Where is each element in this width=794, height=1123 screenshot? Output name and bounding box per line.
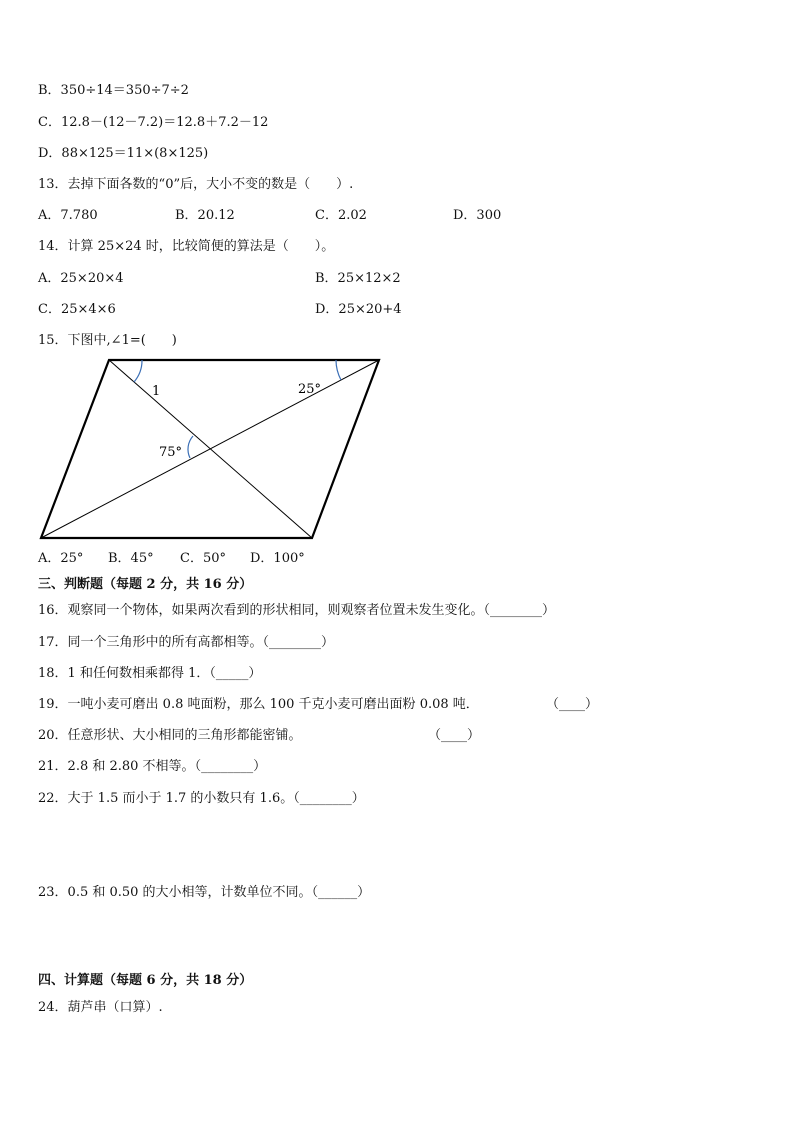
angle-1-arc <box>134 360 142 382</box>
q13-option-a: A．7.780 <box>38 208 98 223</box>
q24-stem: 24．葫芦串（口算）. <box>38 1000 163 1015</box>
q18-text <box>38 666 261 682</box>
angle-25-label: 25° <box>298 382 322 397</box>
section-4-title: 四、计算题（每题 6 分，共 18 分） <box>38 973 253 988</box>
q23-text <box>38 885 370 901</box>
statement: 18．1 和任何数相乘都得 1． <box>38 666 210 681</box>
q17-text <box>38 635 334 651</box>
q14-option-d: D．25×20+4 <box>315 302 402 317</box>
q14-option-a: A．25×20×4 <box>38 271 124 286</box>
q14-stem: 14．计算 25×24 时，比较简便的算法是（ ）。 <box>38 239 335 254</box>
answer-blank[interactable]: （________） <box>483 603 556 618</box>
q13-option-c: C．2.02 <box>315 208 367 223</box>
q12-option-b: B．350÷14＝350÷7÷2 <box>38 83 189 98</box>
q16-text <box>38 603 555 619</box>
answer-blank[interactable]: （________） <box>262 635 335 650</box>
q14-option-c: C．25×4×6 <box>38 302 116 317</box>
angle-75-arc <box>188 436 193 458</box>
statement: 17．同一个三角形中的所有高都相等。 <box>38 635 263 650</box>
q22-text <box>38 791 365 807</box>
statement: 16．观察同一个物体，如果两次看到的形状相同，则观察者位置未发生变化。 <box>38 603 484 618</box>
q13-option-b: B．20.12 <box>175 208 235 223</box>
parallelogram-figure <box>30 352 390 544</box>
angle-75-label: 75° <box>159 445 183 460</box>
answer-blank[interactable]: （________） <box>293 791 365 806</box>
statement: 22．大于 1.5 而小于 1.7 的小数只有 1.6。 <box>38 791 294 806</box>
diagonal-top-right-to-bottom-left <box>41 360 379 538</box>
q15-stem: 15．下图中,∠1=( ) <box>38 333 177 348</box>
q19-text: 19．一吨小麦可磨出 0.8 吨面粉，那么 100 千克小麦可磨出面粉 0.08 吨． <box>38 697 479 712</box>
answer-blank[interactable]: （________） <box>194 759 267 774</box>
statement: 21．2.8 和 2.80 不相等。 <box>38 759 195 774</box>
q15-option-d: D．100° <box>250 551 305 566</box>
q13-stem: 13．去掉下面各数的“0”后，大小不变的数是（ ）. <box>38 177 354 192</box>
q12-option-d: D．88×125＝11×(8×125) <box>38 146 209 161</box>
q19-answer-blank[interactable]: （____） <box>546 697 599 712</box>
q13-option-d: D．300 <box>453 208 502 223</box>
q15-option-b: B．45° <box>108 551 154 566</box>
q21-text <box>38 759 266 775</box>
statement: 23．0.5 和 0.50 的大小相等，计数单位不同。 <box>38 885 312 900</box>
q15-option-c: C．50° <box>180 551 226 566</box>
angle-1-label: 1 <box>152 384 161 399</box>
section-3-title: 三、判断题（每题 2 分，共 16 分） <box>38 577 253 592</box>
q20-text: 20．任意形状、大小相同的三角形都能密铺。 <box>38 728 302 743</box>
q14-option-b: B．25×12×2 <box>315 271 401 286</box>
answer-blank[interactable]: （______） <box>311 885 371 900</box>
q20-answer-blank[interactable]: （____） <box>428 728 481 743</box>
q12-option-c: C．12.8－(12－7.2)＝12.8＋7.2－12 <box>38 115 269 130</box>
angle-25-arc <box>336 360 341 380</box>
answer-blank[interactable]: （_____） <box>209 666 262 681</box>
q15-option-a: A．25° <box>38 551 84 566</box>
